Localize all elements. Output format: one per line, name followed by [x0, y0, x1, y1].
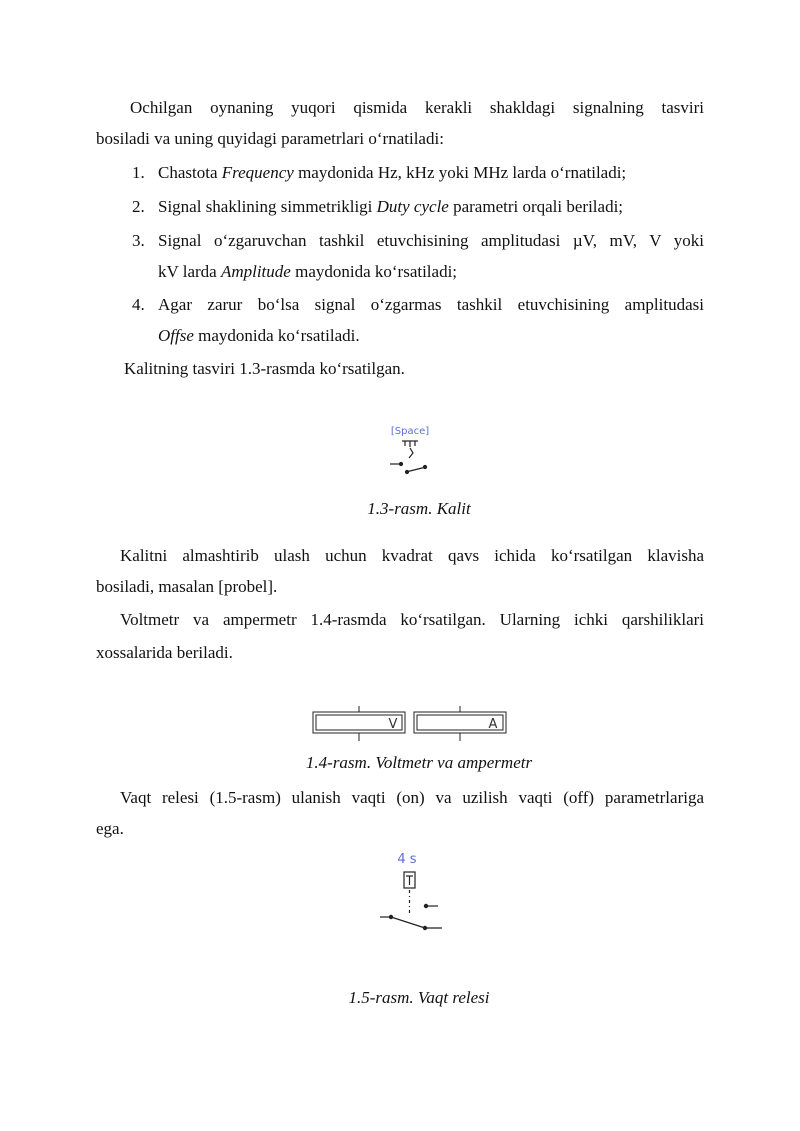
figure-caption-1-5: 1.5-rasm. Vaqt relesi: [348, 988, 490, 1007]
switch-sentence: Kalitning tasviri 1.3-rasmda ko‘rsatilgan.: [124, 359, 405, 378]
list-number: 4.: [132, 295, 145, 314]
meter-para-line-2: xossalarida beriladi.: [96, 643, 233, 662]
list-number: 3.: [132, 231, 145, 250]
time-label: 4 s: [397, 852, 417, 867]
meters-figure: [310, 703, 510, 747]
ammeter-label: A: [488, 717, 498, 732]
intro-line-1: Ochilgan oynaning yuqori qismida kerakli shakldagi signalning tasviri: [130, 98, 704, 117]
voltmeter-label: V: [388, 717, 398, 732]
list-number: 2.: [132, 197, 145, 216]
relay-para-line-2: ega.: [96, 819, 124, 838]
time-relay-icon: [380, 872, 442, 930]
key-label: [Space]: [390, 426, 430, 437]
relay-figure: [370, 846, 450, 938]
list-number: 1.: [132, 163, 145, 182]
switch-figure: [380, 420, 440, 482]
relay-para-line-1: Vaqt relesi (1.5-rasm) ulanish vaqti (on) va uzilish vaqti (off) parametrlariga: [120, 788, 704, 807]
document-page: Ochilgan oynaning yuqori qismida kerakli shakldagi signalning tasviri bosiladi va uning quyidagi parametrlari o‘rnatiladi: 1. Chastota Frequency maydonida Hz, kHz yoki MHz larda o‘rnatiladi; 2. Signal shaklining simmetrikligi Duty cycle parametri orqali beriladi; 3. Signal o‘zgaruvchan tashkil etuvchisining amplitudasi µV, mV, V yoki kV larda Amplitude maydonida ko‘rsatiladi; 4. Agar zarur bo‘lsa signal o‘zgarmas tashkil etuvchisining amplitudasi Offse maydonida ko‘rsatiladi. Kalitning tasviri 1.3-rasmda ko‘rsatilgan. [Space] 1.3-rasm. Kalit Kalitni almashtirib ulash uchun kvadrat qavs ichida ko‘rsatilgan klavisha bosiladi, masalan [probel]. Voltmetr va ampermetr 1.4-rasmda ko‘rsatilgan. Ularning ichki qarshiliklari xossalarida beriladi. V A 1.4-rasm. Voltmetr va ampermetr Vaqt relesi (1.5-rasm) ulanish vaqti (on) va uzilish vaqti (off) parametrlariga ega. 4 s 1.5-rasm. Vaqt relesi: [0, 0, 800, 1131]
figure-caption-1-4: 1.4-rasm. Voltmetr va ampermetr: [305, 753, 533, 772]
switch-para-line-2: bosiladi, masalan [probel].: [96, 577, 278, 596]
intro-line-2: bosiladi va uning quyidagi parametrlari o‘rnatiladi:: [96, 129, 444, 148]
switch-symbol-icon: [390, 441, 427, 474]
meter-para-line-1: Voltmetr va ampermetr 1.4-rasmda ko‘rsatilgan. Ularning ichki qarshiliklari: [120, 610, 704, 629]
switch-para-line-1: Kalitni almashtirib ulash uchun kvadrat qavs ichida ko‘rsatilgan klavisha: [120, 546, 704, 565]
figure-caption-1-3: 1.3-rasm. Kalit: [367, 499, 471, 518]
